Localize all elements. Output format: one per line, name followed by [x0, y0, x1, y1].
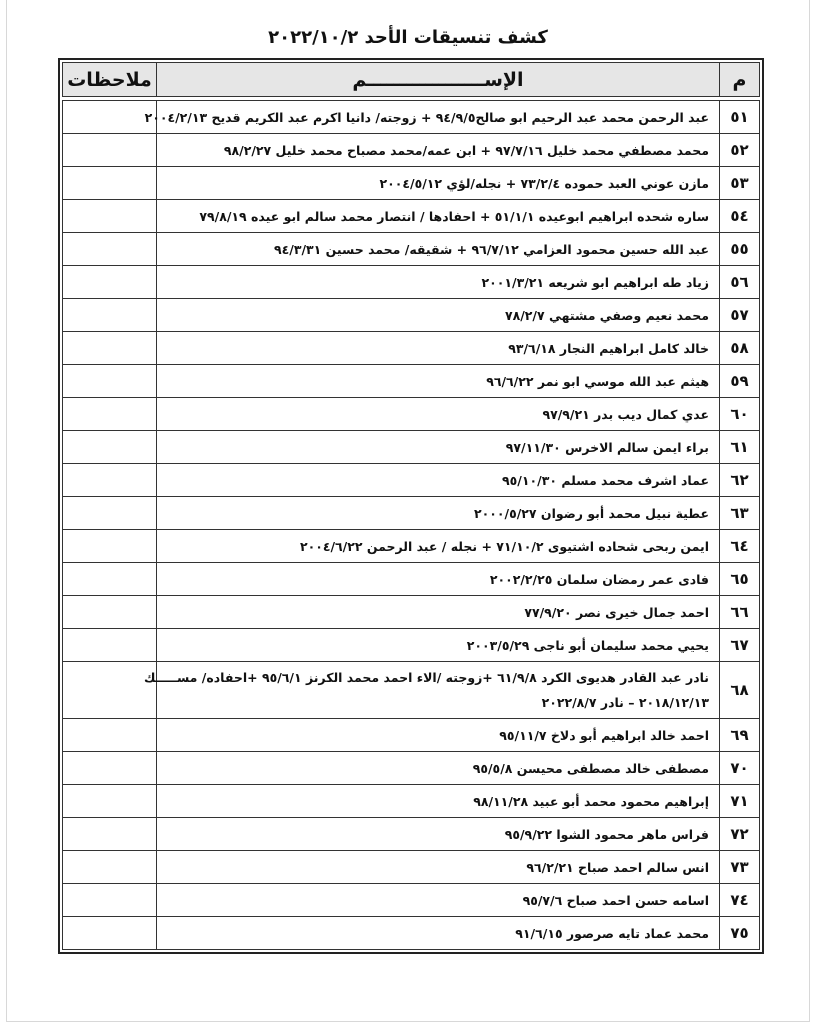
- row-number: ٦٨: [720, 662, 760, 719]
- row-number: ٥٥: [720, 233, 760, 266]
- table-row: [63, 431, 760, 464]
- row-name-details: زياد طه ابراهيم ابو شريعه ٢٠٠١/٣/٢١: [157, 266, 720, 299]
- row-number: ٦٦: [720, 596, 760, 629]
- row-name-details: هيثم عبد الله موسي ابو نمر ٩٦/٦/٢٢: [157, 365, 720, 398]
- row-number: ٧٣: [720, 851, 760, 884]
- row-number: ٥٤: [720, 200, 760, 233]
- table-row: [63, 752, 760, 785]
- row-notes: [63, 200, 157, 233]
- table-row: [63, 596, 760, 629]
- row-name-details: ساره شحده ابراهيم ابوعيده ٥١/١/١ + احفادها / انتصار محمد سالم ابو عيده ٧٩/٨/١٩: [157, 200, 720, 233]
- row-number: ٦١: [720, 431, 760, 464]
- coordination-table: [62, 62, 760, 950]
- row-name-details: خالد كامل ابراهيم النجار ٩٣/٦/١٨: [157, 332, 720, 365]
- row-notes: [63, 365, 157, 398]
- row-notes: [63, 299, 157, 332]
- column-header-name: الإســــــــــــــــــم: [157, 63, 720, 97]
- row-name-details: فادى عمر رمضان سلمان ٢٠٠٢/٢/٢٥: [157, 563, 720, 596]
- row-name-details: محمد عماد تايه صرصور ٩١/٦/١٥: [157, 917, 720, 950]
- table-row: [63, 629, 760, 662]
- row-name-details: مازن عوني العبد حموده ٧٣/٢/٤ + نجله/لؤي ٢٠٠٤/٥/١٢: [157, 167, 720, 200]
- row-name-line-1: نادر عبد القادر هديوى الكرد ٦١/٩/٨ +زوجته /الاء احمد محمد الكرنز ٩٥/٦/١ +احفاده/ مســـــك: [143, 670, 709, 685]
- table-body: [63, 97, 760, 950]
- row-notes: [63, 818, 157, 851]
- row-number: ٦٢: [720, 464, 760, 497]
- row-name-details: عدي كمال ديب بدر ٩٧/٩/٢١: [157, 398, 720, 431]
- row-name-details: عبد الله حسين محمود العزامي ٩٦/٧/١٢ + شقيقه/ محمد حسين ٩٤/٣/٣١: [157, 233, 720, 266]
- table-header-row: [63, 63, 760, 97]
- row-name-details: محمد نعيم وصفي مشتهي ٧٨/٢/٧: [157, 299, 720, 332]
- row-name-details: عطية نبيل محمد أبو رضوان ٢٠٠٠/٥/٢٧: [157, 497, 720, 530]
- row-name-details: يحيي محمد سليمان أبو ناجى ٢٠٠٣/٥/٢٩: [157, 629, 720, 662]
- row-notes: [63, 134, 157, 167]
- page-title: كشف تنسيقات الأحد ٢٠٢٢/١٠/٢: [268, 27, 548, 48]
- row-number: ٧٥: [720, 917, 760, 950]
- table-row: [63, 530, 760, 563]
- column-header-notes: ملاحظات: [63, 63, 157, 97]
- row-notes: [63, 596, 157, 629]
- table-row: [63, 917, 760, 950]
- table-row: [63, 884, 760, 917]
- row-name-details: براء ايمن سالم الاخرس ٩٧/١١/٣٠: [157, 431, 720, 464]
- row-notes: [63, 851, 157, 884]
- row-number: ٥٦: [720, 266, 760, 299]
- table-row: [63, 719, 760, 752]
- row-name-details: ايمن ربحى شحاده اشتيوى ٧١/١٠/٢ + نجله / عبد الرحمن ٢٠٠٤/٦/٢٢: [157, 530, 720, 563]
- table-row: [63, 662, 760, 719]
- table-row: [63, 101, 760, 134]
- row-notes: [63, 530, 157, 563]
- table-row: [63, 851, 760, 884]
- row-notes: [63, 629, 157, 662]
- column-header-number: م: [720, 63, 760, 97]
- row-number: ٧١: [720, 785, 760, 818]
- row-name-details: عماد اشرف محمد مسلم ٩٥/١٠/٣٠: [157, 464, 720, 497]
- table-row: [63, 200, 760, 233]
- row-number: ٧٢: [720, 818, 760, 851]
- coordination-table-frame: [58, 58, 764, 954]
- row-name-details: مصطفى خالد مصطفى محيسن ٩٥/٥/٨: [157, 752, 720, 785]
- row-number: ٥٣: [720, 167, 760, 200]
- row-number: ٥٩: [720, 365, 760, 398]
- row-notes: [63, 497, 157, 530]
- row-number: ٦٩: [720, 719, 760, 752]
- row-name-details: عبد الرحمن محمد عبد الرحيم ابو صالح٩٤/٩/٥ + زوجته/ دانيا اكرم عبد الكريم قديح ٢٠٠٤/٢/١٣: [157, 101, 720, 134]
- table-row: [63, 563, 760, 596]
- row-number: ٦٥: [720, 563, 760, 596]
- row-name-details: إبراهيم محمود محمد أبو عبيد ٩٨/١١/٢٨: [157, 785, 720, 818]
- row-notes: [63, 101, 157, 134]
- table-row: [63, 134, 760, 167]
- table-row: [63, 398, 760, 431]
- row-notes: [63, 785, 157, 818]
- row-notes: [63, 233, 157, 266]
- table-row: [63, 464, 760, 497]
- row-number: ٥١: [720, 101, 760, 134]
- row-name-details: اسامه حسن احمد صباح ٩٥/٧/٦: [157, 884, 720, 917]
- row-number: ٧٠: [720, 752, 760, 785]
- row-notes: [63, 719, 157, 752]
- row-number: ٥٨: [720, 332, 760, 365]
- row-name-details: احمد خالد ابراهيم أبو دلاخ ٩٥/١١/٧: [157, 719, 720, 752]
- table-row: [63, 332, 760, 365]
- row-number: ٦٠: [720, 398, 760, 431]
- row-notes: [63, 662, 157, 719]
- row-notes: [63, 563, 157, 596]
- row-notes: [63, 884, 157, 917]
- row-number: ٥٧: [720, 299, 760, 332]
- table-row: [63, 233, 760, 266]
- row-name-details: محمد مصطفي محمد خليل ٩٧/٧/١٦ + ابن عمه/محمد مصباح محمد خليل ٩٨/٢/٢٧: [157, 134, 720, 167]
- table-row: [63, 497, 760, 530]
- row-notes: [63, 398, 157, 431]
- row-name-details: انس سالم احمد صباح ٩٦/٢/٢١: [157, 851, 720, 884]
- row-notes: [63, 266, 157, 299]
- table-row: [63, 167, 760, 200]
- table-row: [63, 266, 760, 299]
- table-row: [63, 299, 760, 332]
- row-name-line-2: ٢٠١٨/١٢/١٣ – نادر ٢٠٢٢/٨/٧: [541, 695, 709, 710]
- row-number: ٦٧: [720, 629, 760, 662]
- row-number: ٦٣: [720, 497, 760, 530]
- table-row: [63, 818, 760, 851]
- row-notes: [63, 431, 157, 464]
- row-number: ٥٢: [720, 134, 760, 167]
- row-number: ٦٤: [720, 530, 760, 563]
- row-name-details: فراس ماهر محمود الشوا ٩٥/٩/٢٢: [157, 818, 720, 851]
- row-notes: [63, 167, 157, 200]
- table-row: [63, 785, 760, 818]
- row-number: ٧٤: [720, 884, 760, 917]
- row-notes: [63, 464, 157, 497]
- row-name-details: [143, 662, 720, 719]
- row-name-details: احمد جمال خيرى نصر ٧٧/٩/٢٠: [157, 596, 720, 629]
- row-notes: [63, 752, 157, 785]
- row-notes: [63, 332, 157, 365]
- table-row: [63, 365, 760, 398]
- row-notes: [63, 917, 157, 950]
